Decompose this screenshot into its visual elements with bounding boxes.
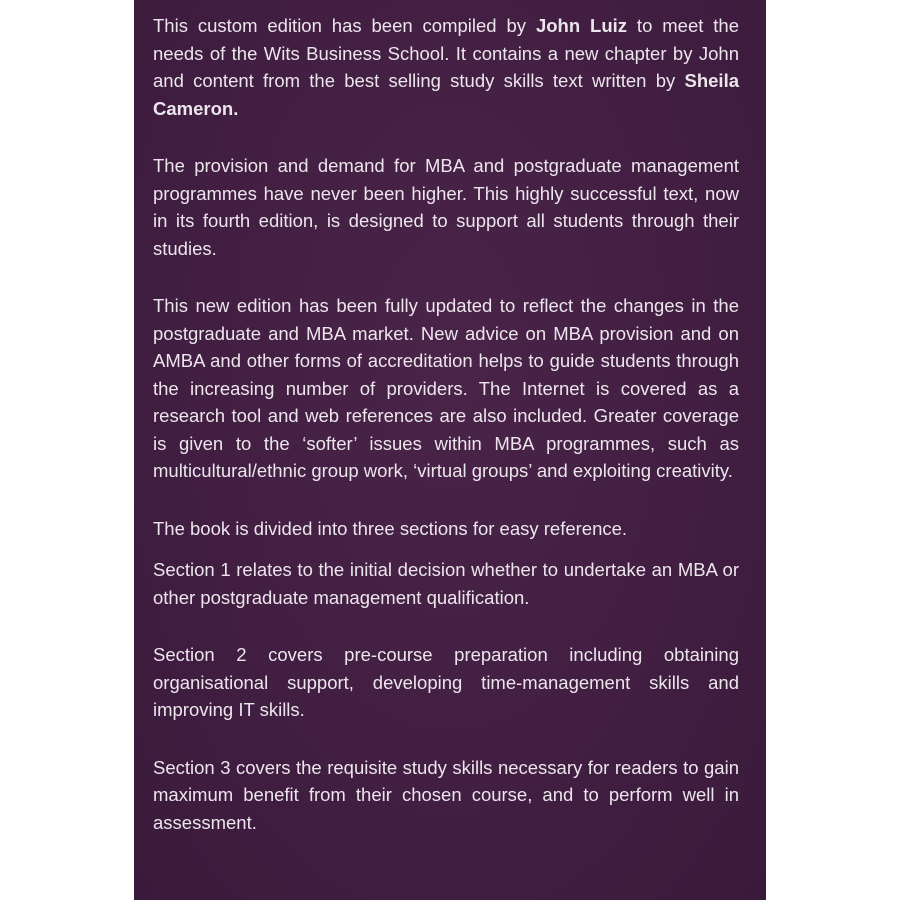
section-3-paragraph: Section 3 covers the requisite study skills necessary for readers to gain maximum benefit from their chosen course, and to perform well in assessment. [153, 756, 739, 833]
new-edition-paragraph: This new edition has been fully updated to reflect the changes in the postgraduate and MBA market. New advice on MBA provision and on AMBA and other forms of accreditation helps to guide students through the increasing number of providers. The Internet is covered as a research tool and web references are also included. Greater coverage is given to the ‘softer’ issues within MBA programmes, such as multicultural/ethnic group work, ‘virtual groups’ and exploiting creativity. [153, 295, 739, 481]
sections-intro-paragraph: The book is divided into three sections for easy reference. [153, 517, 628, 539]
intro-paragraph [153, 12, 739, 122]
demand-paragraph: The provision and demand for MBA and postgraduate management programmes have never been higher. This highly successful text, now in its fourth edition, is designed to support all students through their studies. [153, 155, 739, 259]
section-1-paragraph: Section 1 relates to the initial decision whether to undertake an MBA or other postgraduate management qualification. [153, 559, 739, 608]
author-sheila-cameron: Sheila Cameron [153, 70, 739, 119]
intro-text-1: This custom edition has been compiled by [153, 15, 536, 36]
back-cover [134, 0, 766, 900]
blurb-text [153, 12, 739, 836]
section-2-paragraph: Section 2 covers pre-course preparation including obtaining organisational support, developing time-management skills and improving IT skills. [153, 644, 739, 720]
author-john-luiz: John Luiz [535, 15, 628, 36]
intro-text-2: to meet the needs of the Wits Business School. It contains a new chapter by John and content from the best selling study skills text written by [153, 15, 739, 91]
intro-text-3: . [233, 97, 239, 119]
